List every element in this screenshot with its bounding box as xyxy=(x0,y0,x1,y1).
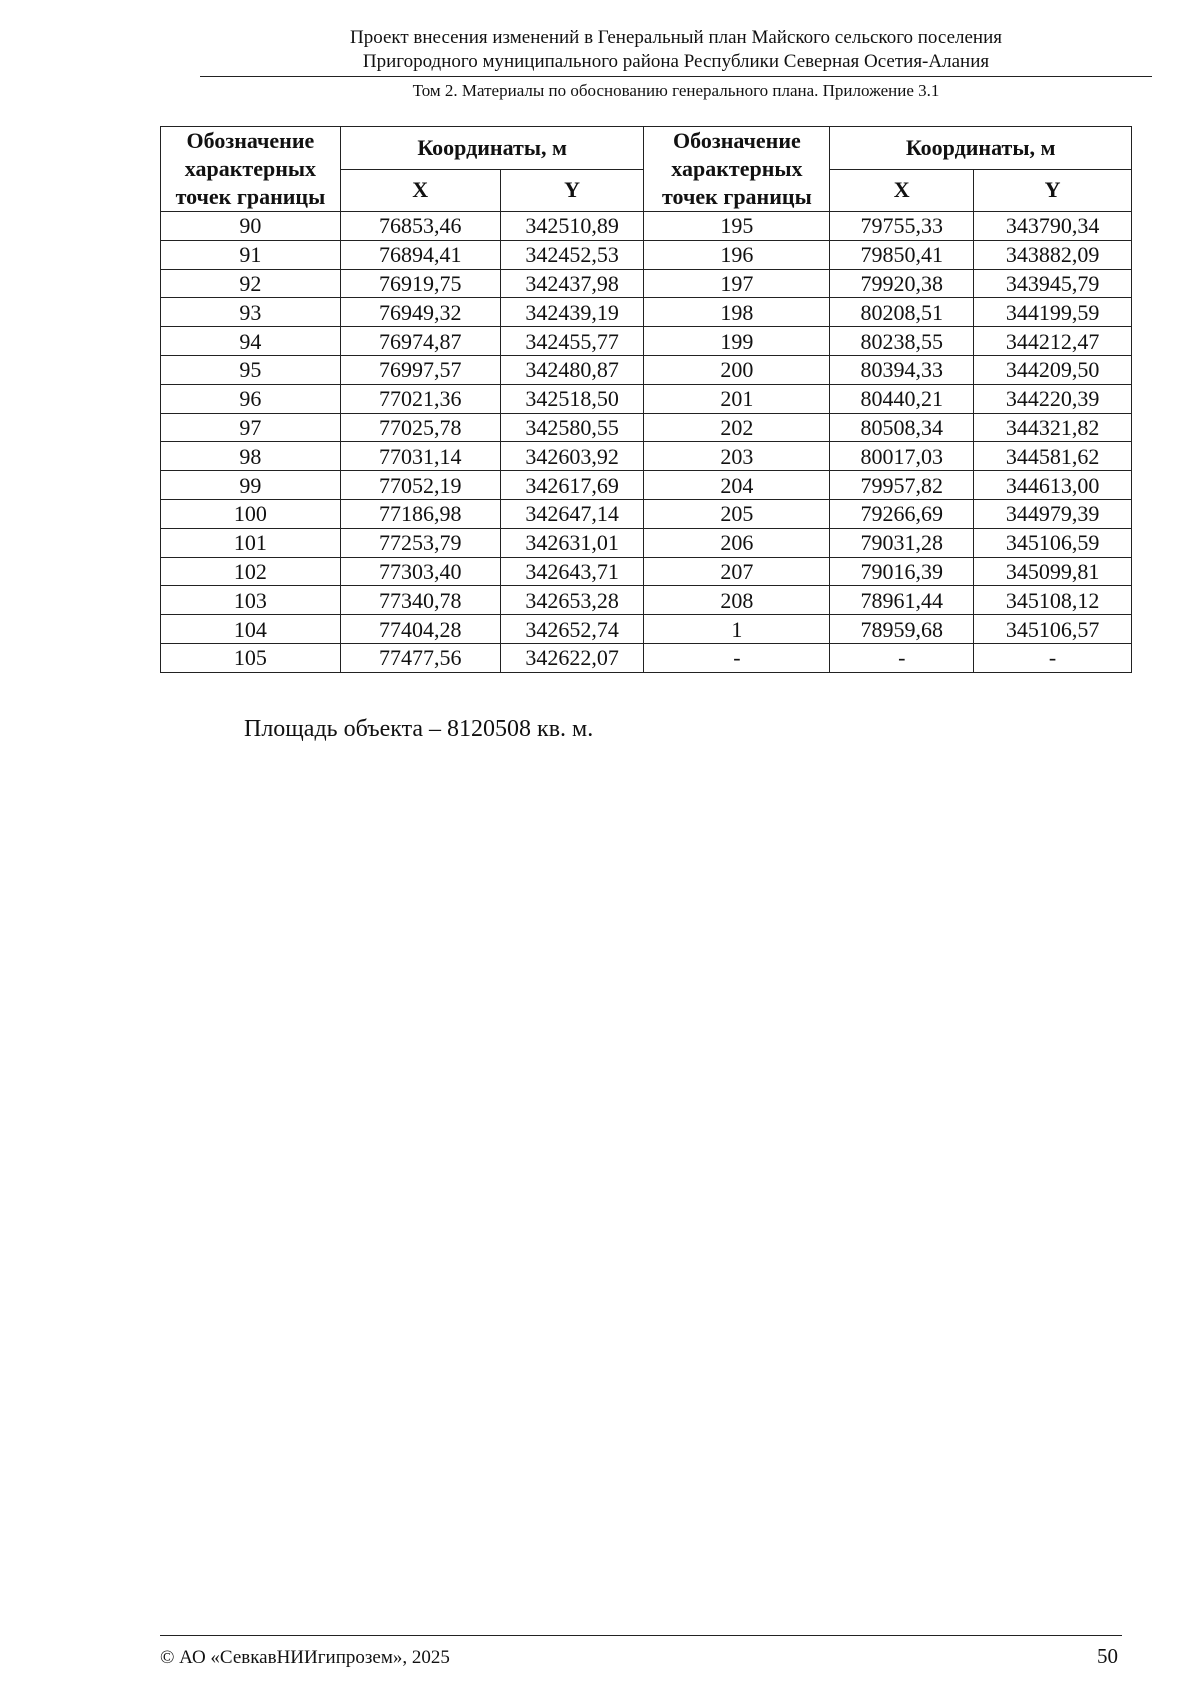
table-cell: - xyxy=(974,643,1132,672)
table-cell: 345106,57 xyxy=(974,615,1132,644)
table-cell: 77253,79 xyxy=(340,528,500,557)
table-cell: 344979,39 xyxy=(974,499,1132,528)
table-cell: 342452,53 xyxy=(500,240,644,269)
table-cell: 206 xyxy=(644,528,830,557)
table-cell: 100 xyxy=(161,499,341,528)
table-cell: 202 xyxy=(644,413,830,442)
table-cell: 79031,28 xyxy=(830,528,974,557)
table-cell: 79850,41 xyxy=(830,240,974,269)
table-cell: 92 xyxy=(161,269,341,298)
table-cell: 342643,71 xyxy=(500,557,644,586)
table-cell: 77052,19 xyxy=(340,471,500,500)
table-cell: 99 xyxy=(161,471,341,500)
table-cell: 1 xyxy=(644,615,830,644)
table-cell: 343790,34 xyxy=(974,212,1132,241)
table-cell: 342652,74 xyxy=(500,615,644,644)
table-cell: 342437,98 xyxy=(500,269,644,298)
coordinates-table xyxy=(160,126,1132,673)
table-cell: 198 xyxy=(644,298,830,327)
table-cell: 342653,28 xyxy=(500,586,644,615)
table-cell: 80208,51 xyxy=(830,298,974,327)
table-cell: 76919,75 xyxy=(340,269,500,298)
table-cell: 344199,59 xyxy=(974,298,1132,327)
table-cell: 80017,03 xyxy=(830,442,974,471)
table-cell: 80440,21 xyxy=(830,384,974,413)
table-cell: 342480,87 xyxy=(500,355,644,384)
x-header-right: X xyxy=(830,169,974,212)
table-cell: 197 xyxy=(644,269,830,298)
table-cell: 105 xyxy=(161,643,341,672)
table-row xyxy=(161,384,1132,413)
table-cell: 342622,07 xyxy=(500,643,644,672)
table-cell: 342603,92 xyxy=(500,442,644,471)
table-cell: 195 xyxy=(644,212,830,241)
table-cell: 207 xyxy=(644,557,830,586)
table-cell: 101 xyxy=(161,528,341,557)
table-cell: 76949,32 xyxy=(340,298,500,327)
table-cell: 196 xyxy=(644,240,830,269)
coords-header-right: Координаты, м xyxy=(830,127,1132,170)
table-row xyxy=(161,355,1132,384)
table-row xyxy=(161,298,1132,327)
table-cell: 345108,12 xyxy=(974,586,1132,615)
table-cell: 199 xyxy=(644,327,830,356)
table-cell: 79266,69 xyxy=(830,499,974,528)
table-cell: 344209,50 xyxy=(974,355,1132,384)
table-cell: 78961,44 xyxy=(830,586,974,615)
table-cell: 342647,14 xyxy=(500,499,644,528)
header-title-line-1: Проект внесения изменений в Генеральный план Майского сельского поселения xyxy=(349,27,1002,48)
header-volume-line: Том 2. Материалы по обоснованию генерального плана. Приложение 3.1 xyxy=(412,81,940,100)
table-cell: 96 xyxy=(161,384,341,413)
table-cell: 79016,39 xyxy=(830,557,974,586)
x-header-left: X xyxy=(340,169,500,212)
table-cell: 76974,87 xyxy=(340,327,500,356)
header-title-line-2: Пригородного муниципального района Республики Северная Осетия-Алания xyxy=(362,51,990,72)
table-cell: 102 xyxy=(161,557,341,586)
table-cell: 201 xyxy=(644,384,830,413)
point-header-right: Обозначение характерных точек границы xyxy=(644,127,830,212)
table-cell: 205 xyxy=(644,499,830,528)
table-cell: 104 xyxy=(161,615,341,644)
table-cell: 345099,81 xyxy=(974,557,1132,586)
table-row xyxy=(161,615,1132,644)
table-cell: 79920,38 xyxy=(830,269,974,298)
table-cell: 80394,33 xyxy=(830,355,974,384)
table-cell: 76997,57 xyxy=(340,355,500,384)
page-number: 50 xyxy=(1097,1644,1118,1668)
table-cell: 342510,89 xyxy=(500,212,644,241)
table-row xyxy=(161,586,1132,615)
table-row xyxy=(161,212,1132,241)
table-cell: 90 xyxy=(161,212,341,241)
table-body xyxy=(161,212,1132,673)
table-cell: 77031,14 xyxy=(340,442,500,471)
table-cell: 80238,55 xyxy=(830,327,974,356)
table-cell: 342439,19 xyxy=(500,298,644,327)
table-cell: 93 xyxy=(161,298,341,327)
table-cell: 77340,78 xyxy=(340,586,500,615)
table-cell: 77021,36 xyxy=(340,384,500,413)
coords-header-left: Координаты, м xyxy=(340,127,644,170)
table-cell: 344321,82 xyxy=(974,413,1132,442)
table-cell: 76894,41 xyxy=(340,240,500,269)
table-cell: - xyxy=(830,643,974,672)
table-cell: 77477,56 xyxy=(340,643,500,672)
table-row xyxy=(161,643,1132,672)
table-cell: 77025,78 xyxy=(340,413,500,442)
page-header xyxy=(200,26,1152,102)
table-row xyxy=(161,269,1132,298)
table-cell: 77186,98 xyxy=(340,499,500,528)
table-cell: 77303,40 xyxy=(340,557,500,586)
table-cell: 345106,59 xyxy=(974,528,1132,557)
table-cell: 343882,09 xyxy=(974,240,1132,269)
area-statement: Площадь объекта – 8120508 кв. м. xyxy=(244,716,594,742)
table-cell: 76853,46 xyxy=(340,212,500,241)
table-cell: 78959,68 xyxy=(830,615,974,644)
footer-divider xyxy=(160,1635,1122,1636)
table-cell: 344220,39 xyxy=(974,384,1132,413)
y-header-left: Y xyxy=(500,169,644,212)
table-cell: 344212,47 xyxy=(974,327,1132,356)
footer-copyright: © АО «СевкавНИИгипрозем», 2025 xyxy=(160,1647,450,1668)
table-cell: 91 xyxy=(161,240,341,269)
table-cell: 204 xyxy=(644,471,830,500)
y-header-right: Y xyxy=(974,169,1132,212)
table-row xyxy=(161,327,1132,356)
table-row xyxy=(161,240,1132,269)
table-row xyxy=(161,413,1132,442)
table-cell: 342518,50 xyxy=(500,384,644,413)
table-row xyxy=(161,471,1132,500)
table-row xyxy=(161,528,1132,557)
table-cell: 77404,28 xyxy=(340,615,500,644)
table-row xyxy=(161,557,1132,586)
table-cell: - xyxy=(644,643,830,672)
table-row xyxy=(161,442,1132,471)
point-header-left: Обозначение характерных точек границы xyxy=(161,127,341,212)
table-cell: 79755,33 xyxy=(830,212,974,241)
table-cell: 80508,34 xyxy=(830,413,974,442)
table-cell: 342617,69 xyxy=(500,471,644,500)
table-cell: 95 xyxy=(161,355,341,384)
table-cell: 200 xyxy=(644,355,830,384)
table-cell: 203 xyxy=(644,442,830,471)
header-divider xyxy=(200,76,1152,77)
table-cell: 97 xyxy=(161,413,341,442)
table-cell: 79957,82 xyxy=(830,471,974,500)
table-cell: 94 xyxy=(161,327,341,356)
table-cell: 342580,55 xyxy=(500,413,644,442)
table-cell: 342631,01 xyxy=(500,528,644,557)
table-cell: 344613,00 xyxy=(974,471,1132,500)
table-row xyxy=(161,499,1132,528)
table-cell: 343945,79 xyxy=(974,269,1132,298)
table-cell: 103 xyxy=(161,586,341,615)
table-cell: 342455,77 xyxy=(500,327,644,356)
table-cell: 208 xyxy=(644,586,830,615)
table-cell: 98 xyxy=(161,442,341,471)
table-cell: 344581,62 xyxy=(974,442,1132,471)
